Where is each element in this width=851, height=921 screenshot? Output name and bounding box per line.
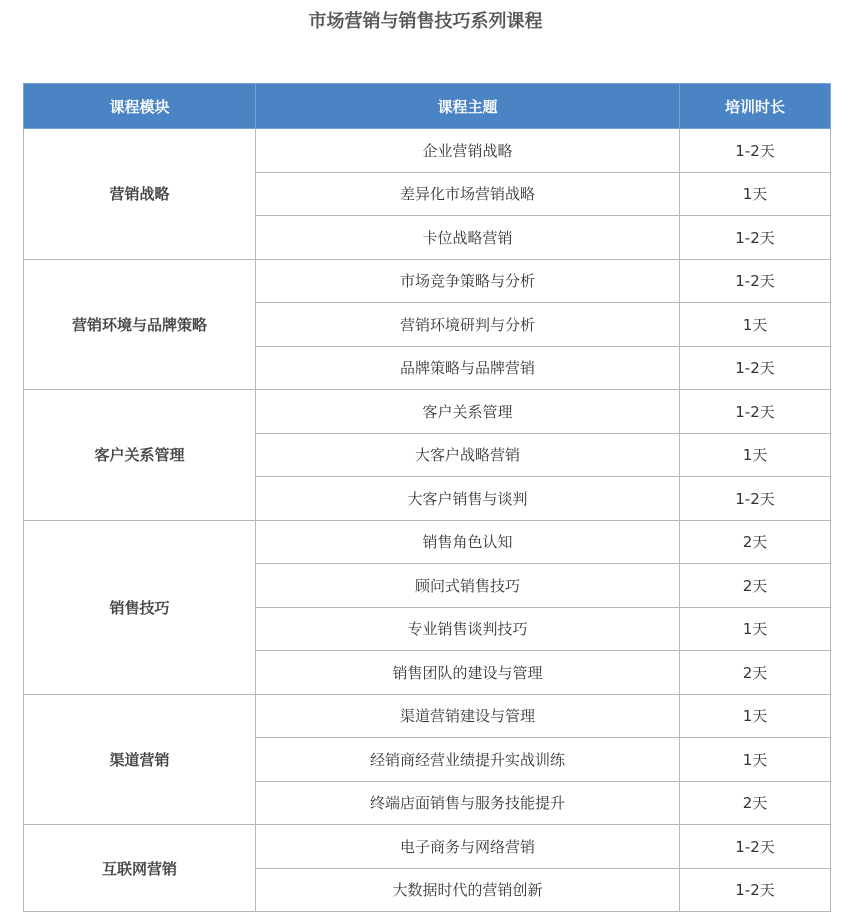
topic-cell: 品牌策略与品牌营销 (256, 346, 680, 390)
column-header-module: 课程模块 (24, 84, 256, 129)
table-row (24, 390, 831, 434)
module-cell: 销售技巧 (24, 520, 256, 694)
module-cell: 互联网营销 (24, 825, 256, 912)
table-header (24, 84, 831, 129)
duration-cell: 2天 (680, 520, 831, 564)
duration-cell: 2天 (680, 651, 831, 695)
duration-cell: 1天 (680, 607, 831, 651)
column-header-duration: 培训时长 (680, 84, 831, 129)
duration-cell: 1天 (680, 738, 831, 782)
header-row (24, 84, 831, 129)
topic-cell: 大客户战略营销 (256, 433, 680, 477)
duration-cell: 1天 (680, 433, 831, 477)
duration-cell: 2天 (680, 781, 831, 825)
topic-cell: 客户关系管理 (256, 390, 680, 434)
topic-cell: 差异化市场营销战略 (256, 172, 680, 216)
table-row (24, 694, 831, 738)
duration-cell: 1-2天 (680, 129, 831, 173)
topic-cell: 营销环境研判与分析 (256, 303, 680, 347)
topic-cell: 销售角色认知 (256, 520, 680, 564)
duration-cell: 1天 (680, 303, 831, 347)
topic-cell: 终端店面销售与服务技能提升 (256, 781, 680, 825)
column-header-topic: 课程主题 (256, 84, 680, 129)
topic-cell: 渠道营销建设与管理 (256, 694, 680, 738)
topic-cell: 卡位战略营销 (256, 216, 680, 260)
topic-cell: 市场竞争策略与分析 (256, 259, 680, 303)
duration-cell: 2天 (680, 564, 831, 608)
topic-cell: 大数据时代的营销创新 (256, 868, 680, 912)
topic-cell: 销售团队的建设与管理 (256, 651, 680, 695)
topic-cell: 经销商经营业绩提升实战训练 (256, 738, 680, 782)
duration-cell: 1天 (680, 694, 831, 738)
duration-cell: 1-2天 (680, 346, 831, 390)
duration-cell: 1-2天 (680, 259, 831, 303)
module-cell: 渠道营销 (24, 694, 256, 825)
duration-cell: 1-2天 (680, 390, 831, 434)
table-row (24, 129, 831, 173)
duration-cell: 1-2天 (680, 216, 831, 260)
topic-cell: 企业营销战略 (256, 129, 680, 173)
topic-cell: 电子商务与网络营销 (256, 825, 680, 869)
duration-cell: 1-2天 (680, 825, 831, 869)
course-table (23, 83, 831, 912)
page-title: 市场营销与销售技巧系列课程 (308, 11, 543, 32)
topic-cell: 顾问式销售技巧 (256, 564, 680, 608)
module-cell: 营销战略 (24, 129, 256, 260)
duration-cell: 1-2天 (680, 477, 831, 521)
table-body (24, 129, 831, 912)
table-row (24, 259, 831, 303)
duration-cell: 1-2天 (680, 868, 831, 912)
module-cell: 客户关系管理 (24, 390, 256, 521)
topic-cell: 专业销售谈判技巧 (256, 607, 680, 651)
table-row (24, 825, 831, 869)
module-cell: 营销环境与品牌策略 (24, 259, 256, 390)
table-row (24, 520, 831, 564)
duration-cell: 1天 (680, 172, 831, 216)
topic-cell: 大客户销售与谈判 (256, 477, 680, 521)
